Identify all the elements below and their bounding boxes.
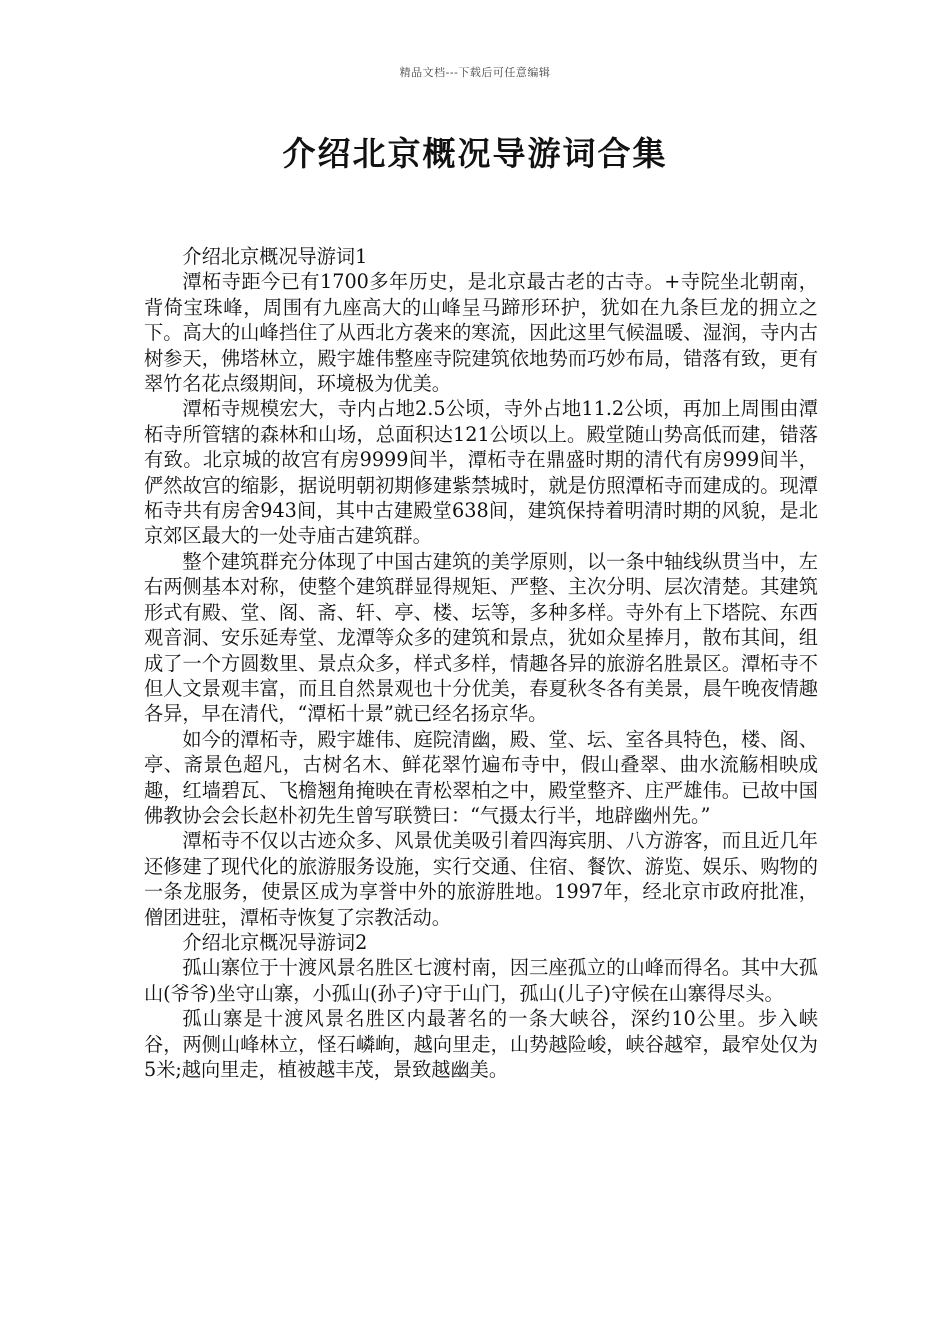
page-header-note: 精品文档---下载后可任意编辑 (399, 66, 551, 79)
paragraph: 如今的潭柘寺，殿宇雄伟、庭院清幽，殿、堂、坛、室各具特色，楼、阁、亭、斋景色超凡，古树名木、鲜花翠竹遍布寺中，假山叠翠、曲水流觞相映成趣，红墙碧瓦、飞檐翘角掩映在青松翠柏之中，殿堂整齐、庄严雄伟。已故中国佛教协会会长赵朴初先生曾写联赞曰：“气摄太行半，地辟幽州先。” (144, 727, 818, 827)
paragraph: 整个建筑群充分体现了中国古建筑的美学原则，以一条中轴线纵贯当中，左右两侧基本对称，使整个建筑群显得规矩、严整、主次分明、层次清楚。其建筑形式有殿、堂、阁、斋、轩、亭、楼、坛等，多种多样。寺外有上下塔院、东西观音洞、安乐延寿堂、龙潭等众多的建筑和景点，犹如众星捧月，散布其间，组成了一个方圆数里、景点众多，样式多样，情趣各异的旅游名胜景区。潭柘寺不但人文景观丰富，而且自然景观也十分优美，春夏秋冬各有美景，晨午晚夜情趣各异，早在清代，“潭柘十景”就已经名扬京华。 (144, 549, 818, 726)
section-heading-1: 介绍北京概况导游词1 (182, 245, 368, 268)
document-title: 介绍北京概况导游词合集 (282, 134, 668, 173)
document-body (144, 244, 818, 1082)
paragraph: 孤山寨是十渡风景名胜区内最著名的一条大峡谷，深约10公里。步入峡谷，两侧山峰林立，怪石嶙峋，越向里走，山势越险峻，峡谷越窄，最窄处仅为5米;越向里走，植被越丰茂，景致越幽美。 (144, 1007, 818, 1081)
paragraph: 潭柘寺不仅以古迹众多、风景优美吸引着四海宾朋、八方游客，而且近几年还修建了现代化的旅游服务设施，实行交通、住宿、餐饮、游览、娱乐、购物的一条龙服务，使景区成为享誉中外的旅游胜地。1997年，经北京市政府批准，僧团进驻，潭柘寺恢复了宗教活动。 (144, 829, 818, 929)
paragraph: 潭柘寺规模宏大，寺内占地2.5公顷，寺外占地11.2公顷，再加上周围由潭柘寺所管辖的森林和山场，总面积达121公顷以上。殿堂随山势高低而建，错落有致。北京城的故宫有房9999间半，潭柘寺在鼎盛时期的清代有房999间半，俨然故宫的缩影，据说明朝初期修建紫禁城时，就是仿照潭柘寺而建成的。现潭柘寺共有房舍943间，其中古建殿堂638间，建筑保持着明清时期的风貌，是北京郊区最大的一处寺庙古建筑群。 (144, 397, 818, 548)
section-heading-2: 介绍北京概况导游词2 (182, 930, 368, 954)
paragraph: 潭柘寺距今已有1700多年历史，是北京最古老的古寺。+寺院坐北朝南，背倚宝珠峰，周围有九座高大的山峰呈马蹄形环护，犹如在九条巨龙的拥立之下。高大的山峰挡住了从西北方袭来的寒流，因此这里气候温暖、湿润，寺内古树参天，佛塔林立，殿宇雄伟整座寺院建筑依地势而巧妙布局，错落有致，更有翠竹名花点缀期间，环境极为优美。 (144, 270, 818, 396)
paragraph: 孤山寨位于十渡风景名胜区七渡村南，因三座孤立的山峰而得名。其中大孤山(爷爷)坐守山寨，小孤山(孙子)守于山门，孤山(儿子)守候在山寨得尽头。 (144, 956, 818, 1005)
